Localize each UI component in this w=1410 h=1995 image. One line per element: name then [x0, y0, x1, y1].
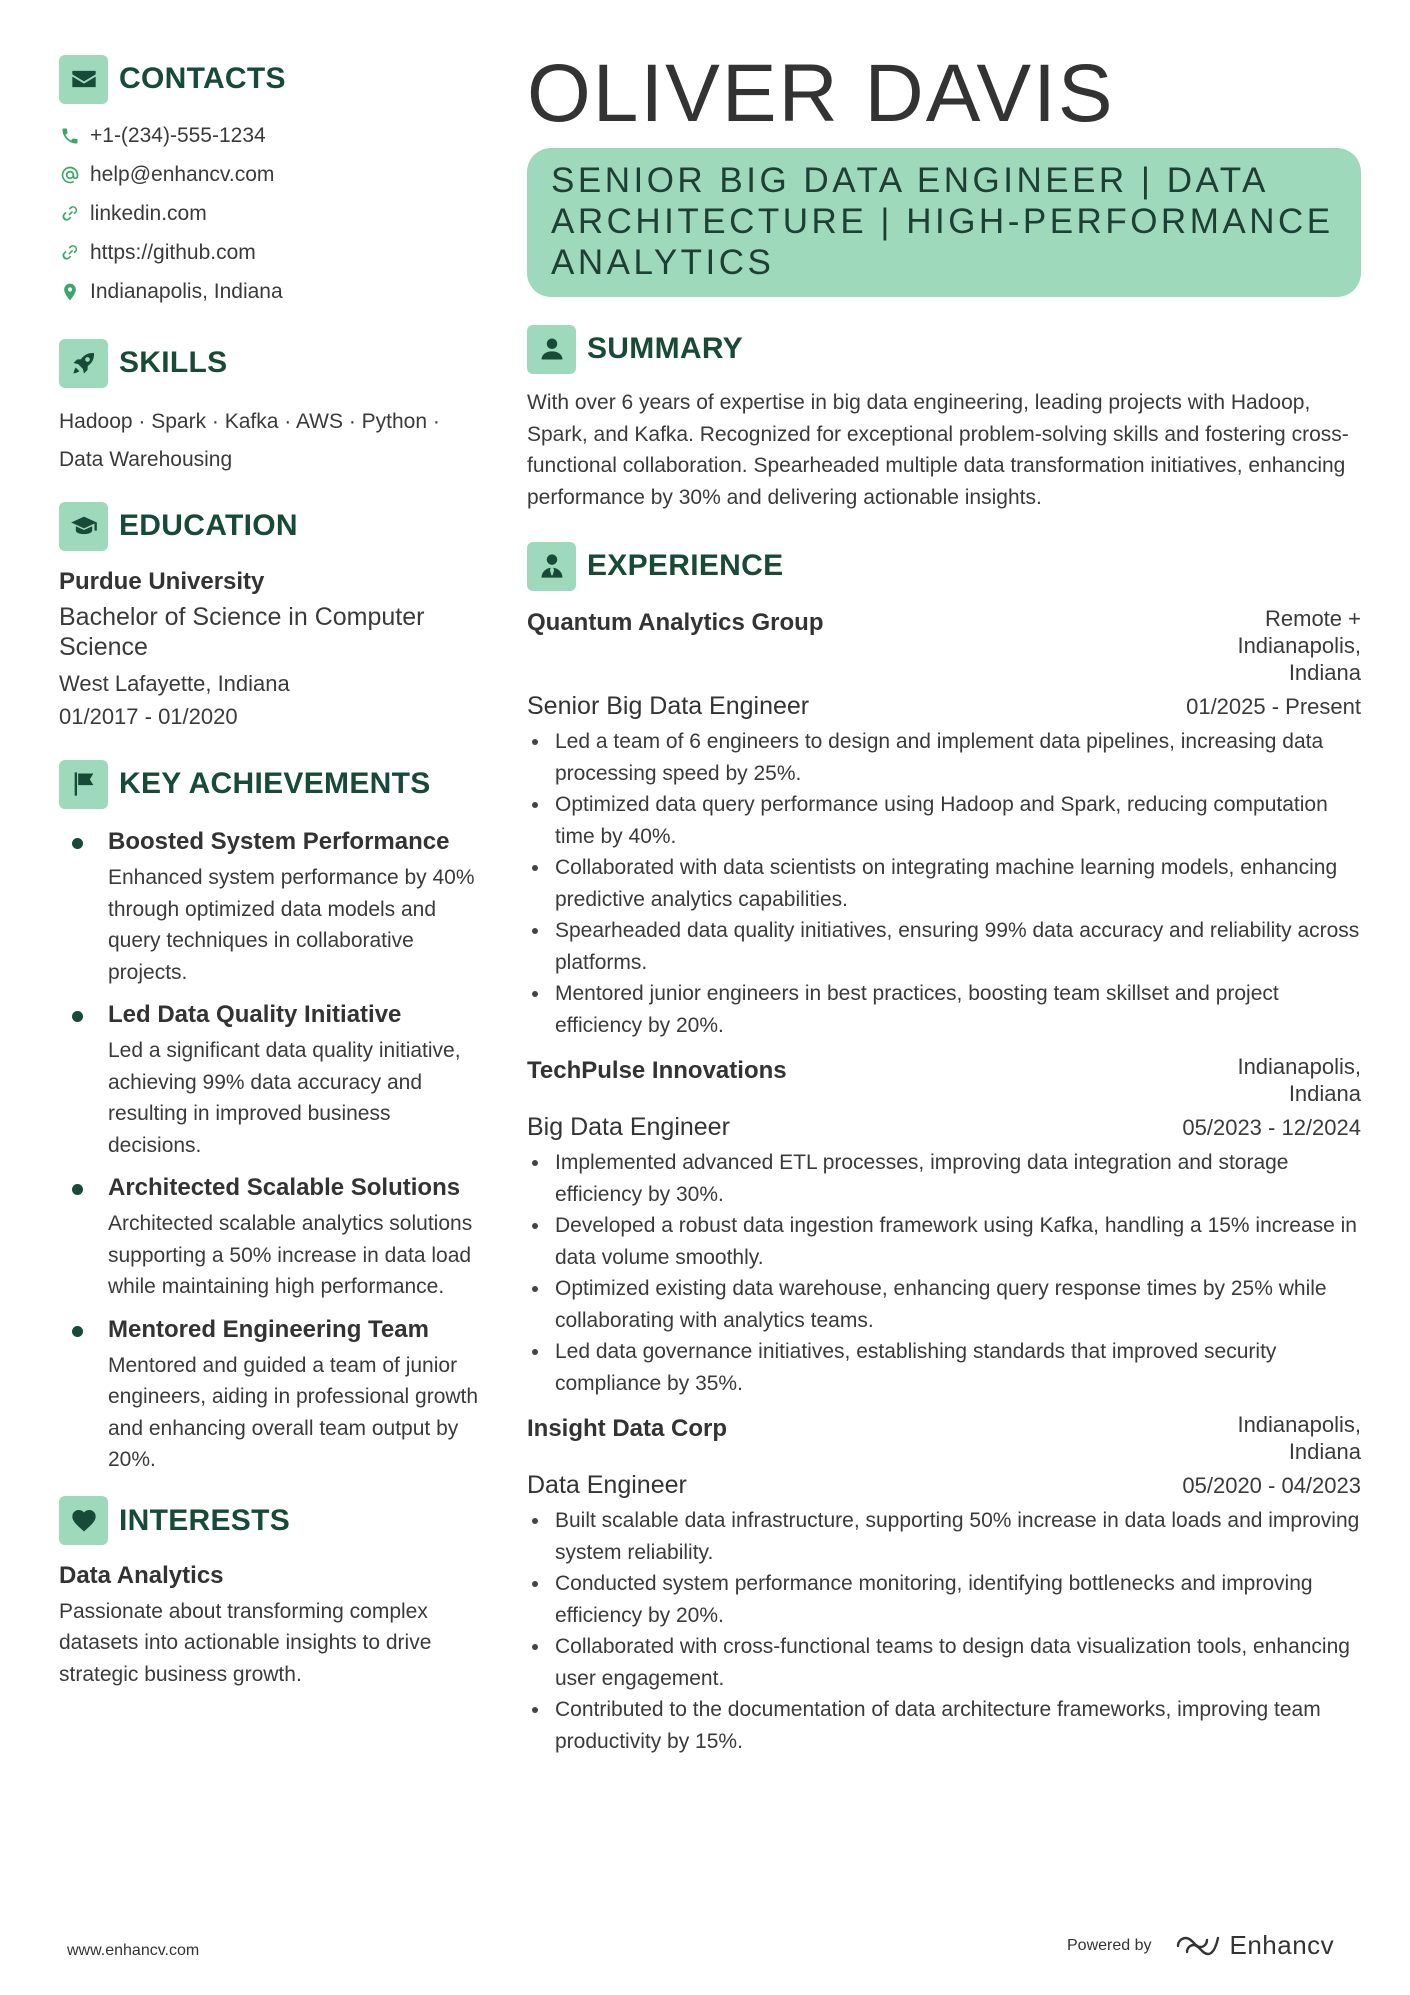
job-role-row — [527, 692, 1361, 721]
job-bullet: Mentored junior engineers in best practices, boosting team skillset and project efficiency by 20%. — [527, 978, 1361, 1041]
contact-github[interactable] — [59, 233, 479, 272]
job-bullet: Contributed to the documentation of data architecture frameworks, improving team productivity by 15%. — [527, 1694, 1361, 1757]
job-role-row — [527, 1471, 1361, 1500]
flag-icon — [59, 760, 108, 809]
job-bullets — [527, 1505, 1361, 1757]
job-bullet: Collaborated with data scientists on integrating machine learning models, enhancing predictive analytics capabilities. — [527, 852, 1361, 915]
location-text: Indianapolis, Indiana — [90, 279, 283, 303]
link-icon — [59, 203, 81, 225]
enhancv-brand-name: Enhancv — [1229, 1930, 1335, 1960]
contact-list — [59, 116, 479, 311]
job-entry — [527, 1053, 1361, 1399]
job-bullet: Developed a robust data ingestion framework using Kafka, handling a 15% increase in data volume smoothly. — [527, 1210, 1361, 1273]
right-column — [527, 50, 1361, 1757]
education-section — [59, 501, 479, 733]
education-location: West Lafayette, Indiana — [59, 671, 290, 696]
achievement-title: Architected Scalable Solutions — [108, 1174, 461, 1201]
bullet-dot — [72, 1011, 83, 1022]
job-title: Senior Big Data Engineer — [527, 692, 810, 720]
interests-header — [59, 1496, 479, 1546]
job-bullet: Collaborated with cross-functional teams to design data visualization tools, enhancing user engagement. — [527, 1631, 1361, 1694]
user-icon — [527, 325, 576, 374]
candidate-tagline: SENIOR BIG DATA ENGINEER | DATA ARCHITECTURE | HIGH-PERFORMANCE ANALYTICS — [527, 148, 1361, 297]
interest-title: Data Analytics — [59, 1561, 224, 1589]
skills-section — [59, 338, 479, 479]
email-text: help@enhancv.com — [90, 162, 275, 186]
candidate-name: OLIVER DAVIS — [527, 48, 1115, 139]
enhancv-logo-icon — [1174, 1933, 1222, 1959]
contact-email[interactable] — [59, 155, 479, 194]
job-company: TechPulse Innovations — [527, 1057, 787, 1084]
rocket-icon — [59, 339, 108, 388]
achievement-title: Led Data Quality Initiative — [108, 1001, 402, 1028]
job-header — [527, 1411, 1361, 1465]
achievement-desc: Enhanced system performance by 40% through optimized data models and query techniques in collaborative projects. — [108, 866, 475, 984]
summary-title: SUMMARY — [587, 332, 743, 365]
achievement-item — [59, 827, 479, 988]
job-location: Indianapolis, Indiana — [1237, 1054, 1361, 1106]
envelope-icon — [59, 55, 108, 104]
phone-text: +1-(234)-555-1234 — [90, 123, 266, 147]
contact-linkedin[interactable] — [59, 194, 479, 233]
interest-desc: Passionate about transforming complex datasets into actionable insights to drive strategic business growth. — [59, 1599, 432, 1686]
job-bullet: Built scalable data infrastructure, supporting 50% increase in data loads and improving system reliability. — [527, 1505, 1361, 1568]
contacts-section — [59, 54, 479, 311]
link-icon — [59, 242, 81, 264]
job-header — [527, 605, 1361, 686]
phone-icon — [59, 125, 81, 147]
skills-title: SKILLS — [119, 346, 228, 379]
achievement-title: Mentored Engineering Team — [108, 1315, 429, 1343]
achievement-desc: Architected scalable analytics solutions supporting a 50% increase in data load while maintaining high performance. — [108, 1212, 473, 1298]
skills-list: Hadoop · Spark · Kafka · AWS · Python · Data Warehousing — [59, 410, 440, 471]
experience-header — [527, 541, 1361, 591]
bullet-dot — [72, 1184, 83, 1195]
education-title: EDUCATION — [119, 509, 298, 542]
left-column — [59, 54, 479, 1690]
achievements-list — [59, 827, 479, 1476]
heart-icon — [59, 1496, 108, 1545]
job-bullet: Optimized existing data warehouse, enhancing query response times by 25% while collaborating with analytics teams. — [527, 1273, 1361, 1336]
graduation-cap-icon — [59, 502, 108, 551]
user-tie-icon — [527, 542, 576, 591]
job-title: Data Engineer — [527, 1471, 687, 1499]
experience-title: EXPERIENCE — [587, 549, 784, 582]
job-bullet: Spearheaded data quality initiatives, ensuring 99% data accuracy and reliability across platforms. — [527, 915, 1361, 978]
education-school: Purdue University — [59, 568, 265, 595]
job-bullet: Led data governance initiatives, establishing standards that improved security compliance by 35%. — [527, 1336, 1361, 1399]
job-bullet: Optimized data query performance using Hadoop and Spark, reducing computation time by 40%. — [527, 789, 1361, 852]
achievement-item — [59, 1173, 479, 1303]
job-header — [527, 1053, 1361, 1107]
job-title: Big Data Engineer — [527, 1113, 730, 1141]
summary-header — [527, 324, 1361, 374]
bullet-dot — [72, 838, 83, 849]
education-degree: Bachelor of Science in Computer Science — [59, 603, 425, 661]
summary-section — [527, 324, 1361, 513]
education-dates: 01/2017 - 01/2020 — [59, 704, 238, 729]
footer-website[interactable]: www.enhancv.com — [67, 1942, 200, 1959]
job-bullets — [527, 726, 1361, 1041]
job-bullet: Conducted system performance monitoring, identifying bottlenecks and improving efficiency by 20%. — [527, 1568, 1361, 1631]
powered-by-text: Powered by — [1067, 1936, 1152, 1954]
achievement-title: Boosted System Performance — [108, 828, 450, 855]
contacts-title: CONTACTS — [119, 62, 286, 95]
bullet-dot — [72, 1326, 83, 1337]
contact-phone[interactable] — [59, 116, 479, 155]
job-location: Remote + Indianapolis, Indiana — [1237, 606, 1361, 685]
github-text: https://github.com — [90, 240, 256, 264]
achievement-desc: Mentored and guided a team of junior engineers, aiding in professional growth and enhancing overall team output by 20%. — [108, 1353, 479, 1471]
contact-location — [59, 272, 479, 311]
job-bullet: Led a team of 6 engineers to design and implement data pipelines, increasing data processing speed by 25%. — [527, 726, 1361, 789]
job-entry — [527, 1411, 1361, 1757]
footer-branding — [1067, 1930, 1334, 1961]
job-bullets — [527, 1147, 1361, 1399]
summary-text: With over 6 years of expertise in big data engineering, leading projects with Hadoop, Spark, and Kafka. Recognized for exceptional problem-solving skills and fostering cross-functional collaboration. Spearheaded multiple data transformation initiatives, enhancing performance by 30% and delivering actionable insights. — [527, 391, 1349, 509]
achievements-section — [59, 759, 479, 1476]
at-icon — [59, 164, 81, 186]
interests-section — [59, 1496, 479, 1691]
job-role-row — [527, 1113, 1361, 1142]
achievement-item — [59, 1000, 479, 1161]
enhancv-logo[interactable] — [1174, 1930, 1335, 1961]
interests-title: INTERESTS — [119, 1503, 291, 1537]
achievements-header — [59, 759, 479, 809]
achievement-desc: Led a significant data quality initiative, achieving 99% data accuracy and resulting in improved business decisions. — [108, 1039, 461, 1157]
job-dates: 01/2025 - Present — [1186, 694, 1361, 719]
achievements-title: KEY ACHIEVEMENTS — [119, 767, 431, 800]
job-entry — [527, 605, 1361, 1041]
job-dates: 05/2023 - 12/2024 — [1182, 1115, 1361, 1140]
education-header — [59, 501, 479, 551]
job-location: Indianapolis, Indiana — [1237, 1412, 1361, 1464]
job-dates: 05/2020 - 04/2023 — [1182, 1473, 1361, 1498]
job-company: Quantum Analytics Group — [527, 609, 824, 636]
map-pin-icon — [59, 281, 81, 303]
experience-section — [527, 541, 1361, 1757]
achievement-item — [59, 1315, 479, 1476]
linkedin-text: linkedin.com — [90, 201, 207, 225]
contacts-header — [59, 54, 479, 104]
skills-header — [59, 338, 479, 388]
job-company: Insight Data Corp — [527, 1415, 728, 1442]
job-bullet: Implemented advanced ETL processes, improving data integration and storage efficiency by 30%. — [527, 1147, 1361, 1210]
